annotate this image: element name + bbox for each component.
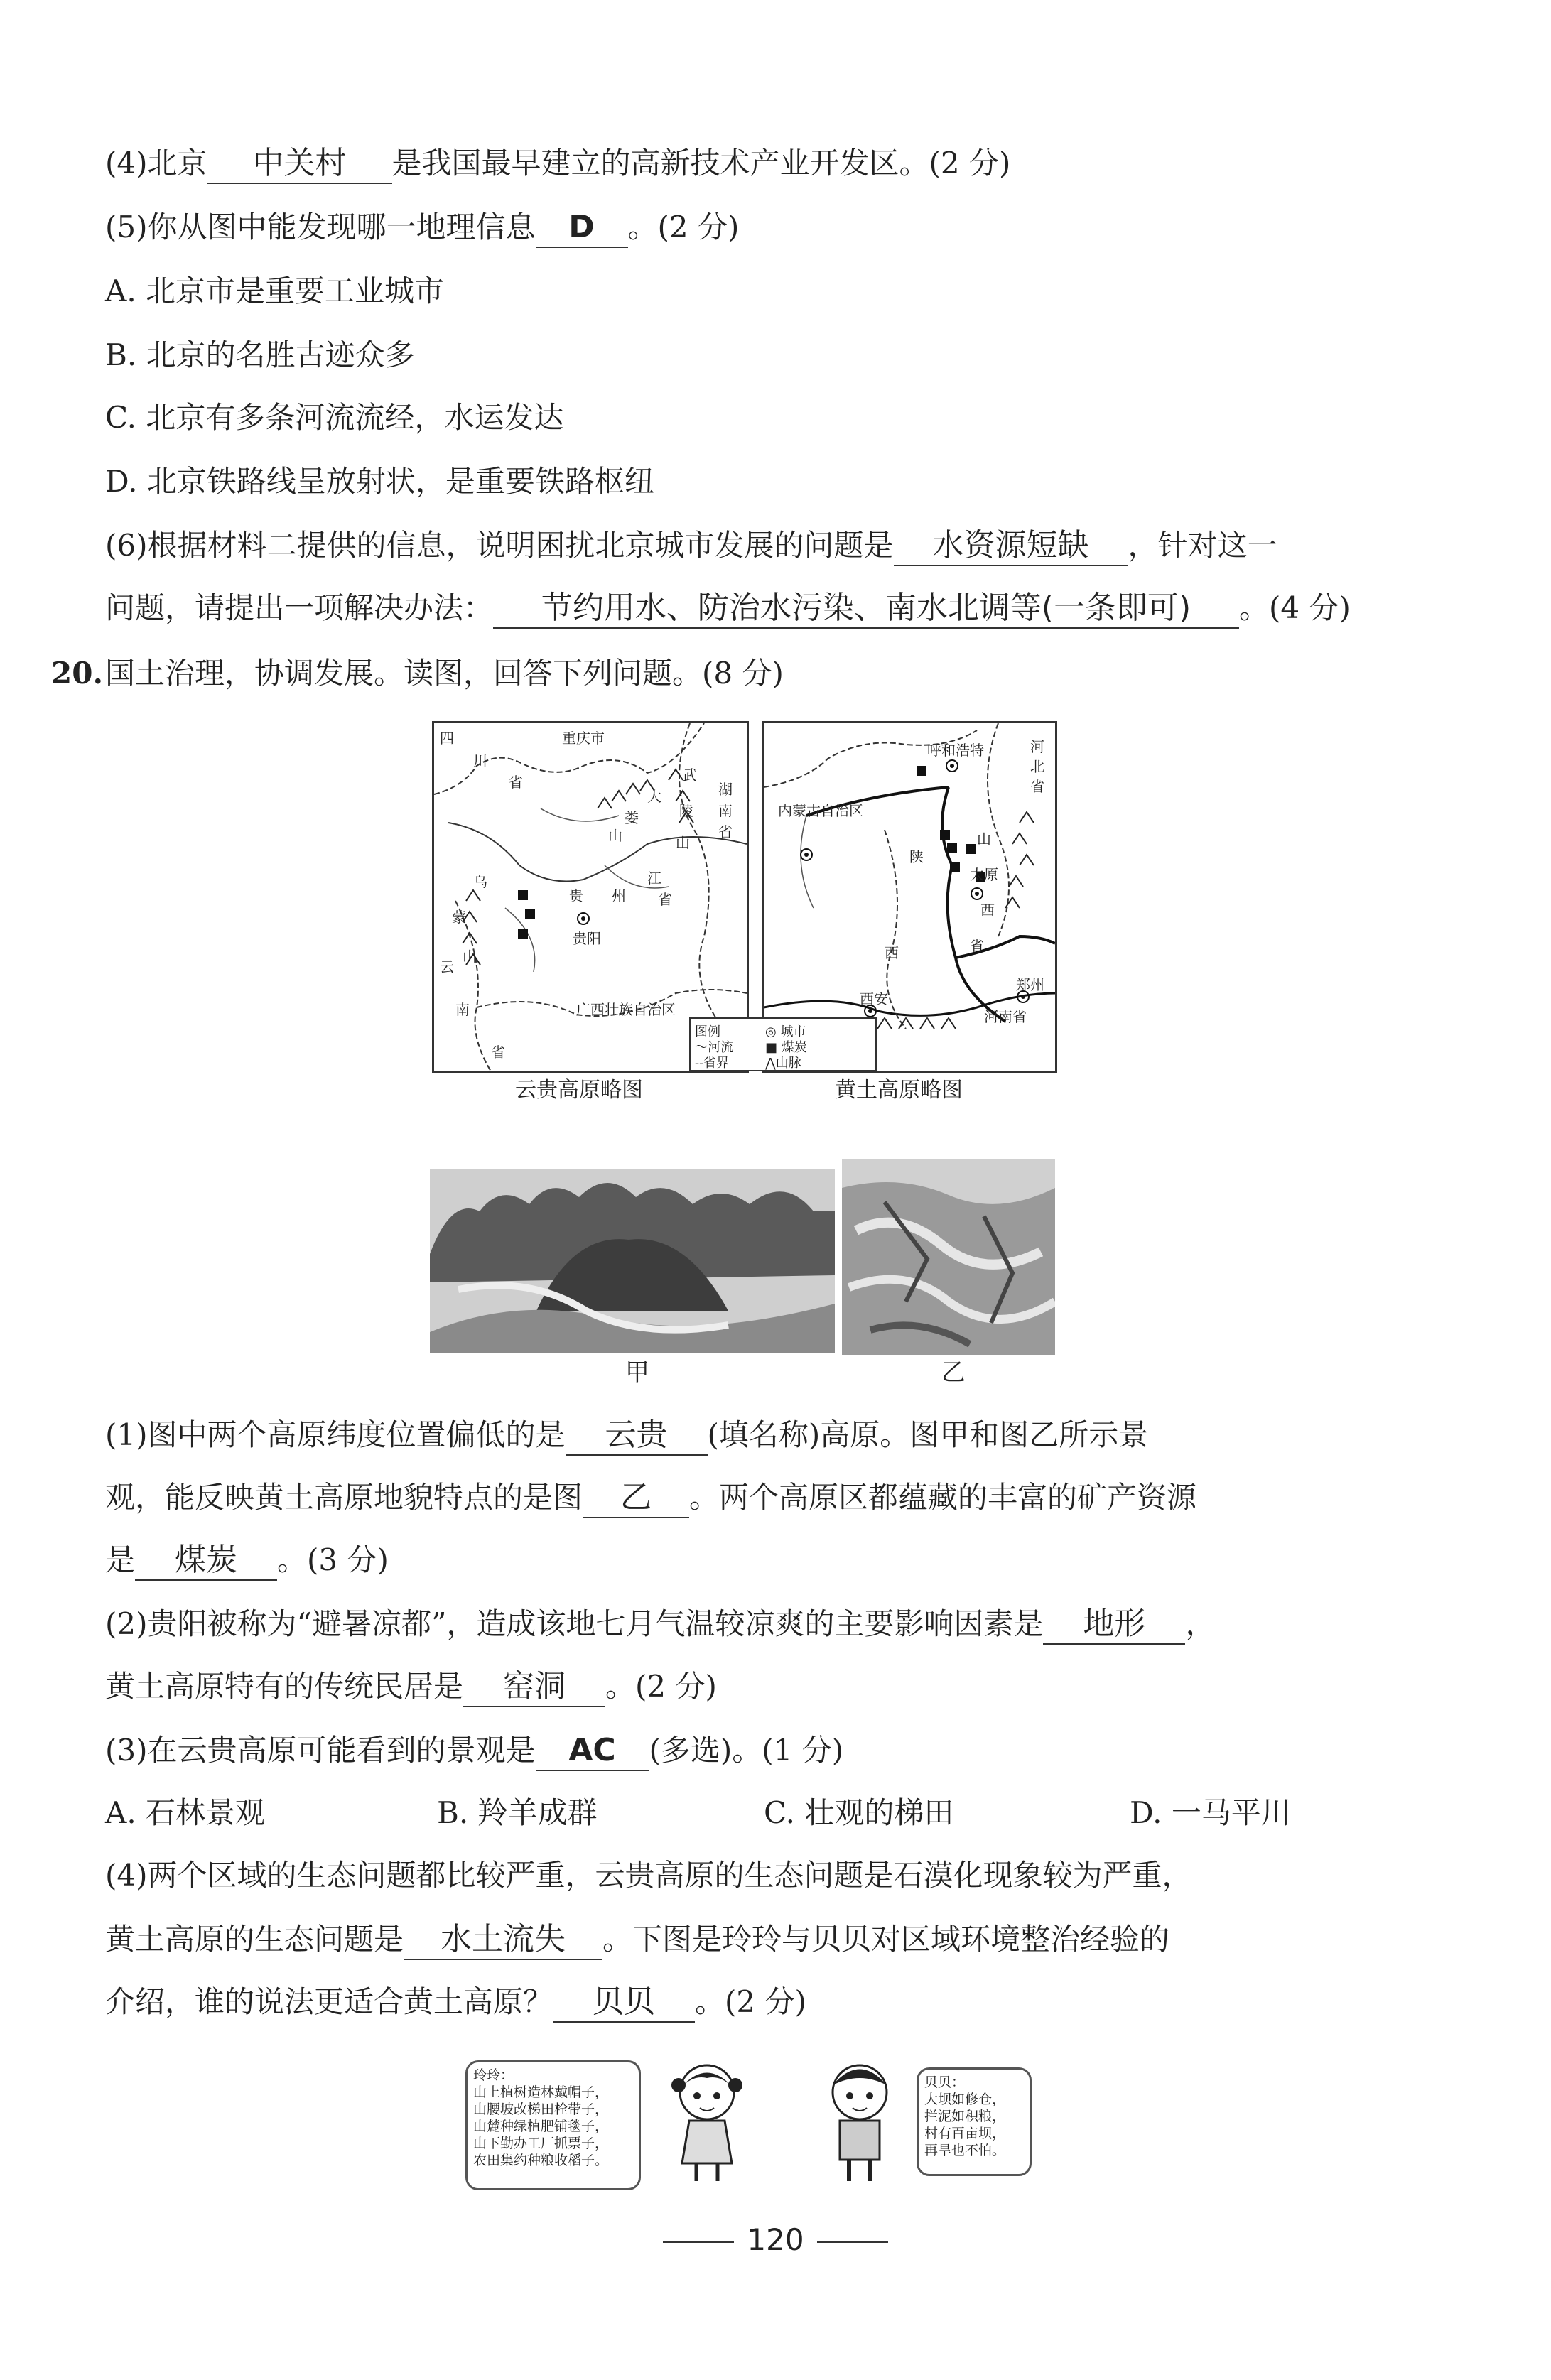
q20-stem: 国土治理，协调发展。读图，回答下列问题。(8 分) xyxy=(105,656,784,691)
coal-icon: ■ xyxy=(765,1040,778,1055)
answer-blank: 乙 xyxy=(583,1478,689,1518)
map-label: 省 xyxy=(658,891,672,908)
option-b: B. 羚羊成群 xyxy=(437,1795,598,1830)
answer-blank: 水土流失 xyxy=(404,1920,602,1960)
map-label: 贵阳 xyxy=(573,930,601,947)
map-label: 江 xyxy=(647,870,661,887)
option-d: D. 北京铁路线呈放射状，是重要铁路枢纽 xyxy=(105,464,654,499)
map-label: 广西壮族自治区 xyxy=(576,1001,676,1018)
map-legend: 图例 ◎ 城市 ～河流 ■ 煤炭 --省界 ⋀山脉 xyxy=(689,1017,877,1071)
map-caption: 黄土高原略图 xyxy=(835,1078,963,1103)
river-icon: ～ xyxy=(695,1040,708,1055)
q20-part1-line2: 观，能反映黄土高原地貌特点的是图 乙 。两个高原区都蕴藏的丰富的矿产资源 xyxy=(105,1476,1196,1519)
answer-blank: 中关村 xyxy=(207,144,392,184)
option-c: C. 北京有多条河流流经，水运发达 xyxy=(105,400,564,435)
answer-blank: 窑洞 xyxy=(463,1667,605,1707)
q20-part1-line1: (1)图中两个高原纬度位置偏低的是 云贵 (填名称)高原。图甲和图乙所示景 xyxy=(105,1414,1148,1456)
map-label: 山 xyxy=(463,948,477,965)
map-label: 北 xyxy=(1030,758,1044,775)
q20-part3: (3)在云贵高原可能看到的景观是 AC (多选)。(1 分) xyxy=(105,1729,843,1772)
map-label: 南 xyxy=(718,802,733,819)
map-label: 陵 xyxy=(679,802,693,819)
map-label: 南 xyxy=(455,1001,470,1018)
lingling-girl-figure xyxy=(664,2057,750,2185)
map-label: 呼和浩特 xyxy=(927,742,984,759)
map-label: 重庆市 xyxy=(562,730,605,747)
map-label: 四 xyxy=(440,730,454,747)
map-label: 太原 xyxy=(970,866,998,883)
option-c: C. 壮观的梯田 xyxy=(764,1795,954,1830)
map-label: 乌 xyxy=(473,873,487,890)
map-label: 西 xyxy=(885,944,899,961)
map-label: 蒙 xyxy=(452,909,466,926)
option-b: B. 北京的名胜古迹众多 xyxy=(105,337,415,372)
lingling-speech-bubble: 玲玲： 山上植树造林戴帽子， 山腰坡改梯田栓带子， 山麓种绿植肥铺毯子， 山下勤办工厂抓票子， 农田集约种粮收稻子。 xyxy=(465,2060,641,2190)
q19-part4: (4)北京 中关村 是我国最早建立的高新技术产业开发区。(2 分) xyxy=(105,142,1010,185)
q20-part4-line3: 介绍，谁的说法更适合黄土高原？ 贝贝 。(2 分) xyxy=(105,1981,806,2023)
beibei-boy-figure xyxy=(817,2057,902,2185)
map-label: 西 xyxy=(980,902,995,919)
map-label: 河南省 xyxy=(984,1008,1027,1025)
city-icon: ◎ xyxy=(765,1024,777,1039)
question-number: 20. xyxy=(51,656,104,691)
q19-part5: (5)你从图中能发现哪一地理信息 D 。(2 分) xyxy=(105,206,739,249)
q20-part2-line2: 黄土高原特有的传统民居是 窑洞 。(2 分) xyxy=(105,1665,717,1708)
map-label: 娄 xyxy=(625,809,639,826)
map-label: 山 xyxy=(608,827,622,844)
photo-caption: 乙 xyxy=(941,1358,966,1387)
map-label: 省 xyxy=(491,1044,505,1061)
answer-blank: 煤炭 xyxy=(135,1541,277,1581)
map-label: 省 xyxy=(1030,778,1044,795)
answer-blank: 地形 xyxy=(1043,1605,1185,1645)
q20-part1-line3: 是 煤炭 。(3 分) xyxy=(105,1539,389,1581)
map-label: 省 xyxy=(718,823,733,840)
map-label: 山 xyxy=(676,834,690,851)
map-label: 川 xyxy=(473,752,487,769)
answer-blank: 贝贝 xyxy=(553,1983,695,2023)
map-label: 河 xyxy=(1030,738,1044,755)
map-label: 云 xyxy=(440,958,454,975)
q20-part4-line1: (4)两个区域的生态问题都比较严重，云贵高原的生态问题是石漠化现象较为严重， xyxy=(105,1858,1192,1893)
page-number: 120 xyxy=(0,2222,1551,2257)
option-a: A. 石林景观 xyxy=(105,1795,266,1830)
border-icon: -- xyxy=(695,1056,704,1071)
photo-caption: 甲 xyxy=(625,1358,649,1387)
q19-part6-line2: 问题，请提出一项解决办法： 节约用水、防治水污染、南水北调等(一条即可) 。(4 分) xyxy=(105,587,1351,629)
map-label: 郑州 xyxy=(1016,976,1044,993)
answer-blank: D xyxy=(536,208,628,248)
option-d: D. 一马平川 xyxy=(1130,1795,1291,1830)
beibei-speech-bubble: 贝贝： 大坝如修仓， 拦泥如积粮， 村有百亩坝， 再旱也不怕。 xyxy=(917,2067,1032,2176)
map-label: 西安 xyxy=(860,990,888,1007)
answer-blank: 云贵 xyxy=(566,1416,708,1456)
answer-blank: AC xyxy=(536,1731,649,1771)
map-label: 武 xyxy=(683,767,697,784)
q20-part4-line2: 黄土高原的生态问题是 水土流失 。下图是玲玲与贝贝对区域环境整治经验的 xyxy=(105,1918,1169,1961)
map-label: 省 xyxy=(970,937,984,954)
answer-blank: 节约用水、防治水污染、南水北调等(一条即可) xyxy=(493,589,1239,629)
map-label: 省 xyxy=(509,774,523,791)
map-label: 州 xyxy=(612,887,626,904)
option-a: A. 北京市是重要工业城市 xyxy=(105,274,445,308)
map-label: 湖 xyxy=(718,781,733,798)
karst-landscape-photo xyxy=(430,1169,835,1353)
map-label: 陕 xyxy=(909,848,924,865)
map-label: 大 xyxy=(647,788,661,805)
map-label: 内蒙古自治区 xyxy=(778,802,863,819)
q20-part2-line1: (2)贵阳被称为“避暑凉都”，造成该地七月气温较凉爽的主要影响因素是 地形 ， xyxy=(105,1603,1215,1645)
q19-part6-line1: (6)根据材料二提供的信息，说明困扰北京城市发展的问题是 水资源短缺 ，针对这一 xyxy=(105,524,1277,567)
answer-blank: 水资源短缺 xyxy=(894,526,1128,566)
loess-gully-photo xyxy=(842,1159,1055,1355)
map-label: 山 xyxy=(977,831,991,848)
map-caption: 云贵高原略图 xyxy=(515,1078,643,1103)
map-label: 贵 xyxy=(569,887,583,904)
mountain-icon: ⋀ xyxy=(765,1056,776,1071)
